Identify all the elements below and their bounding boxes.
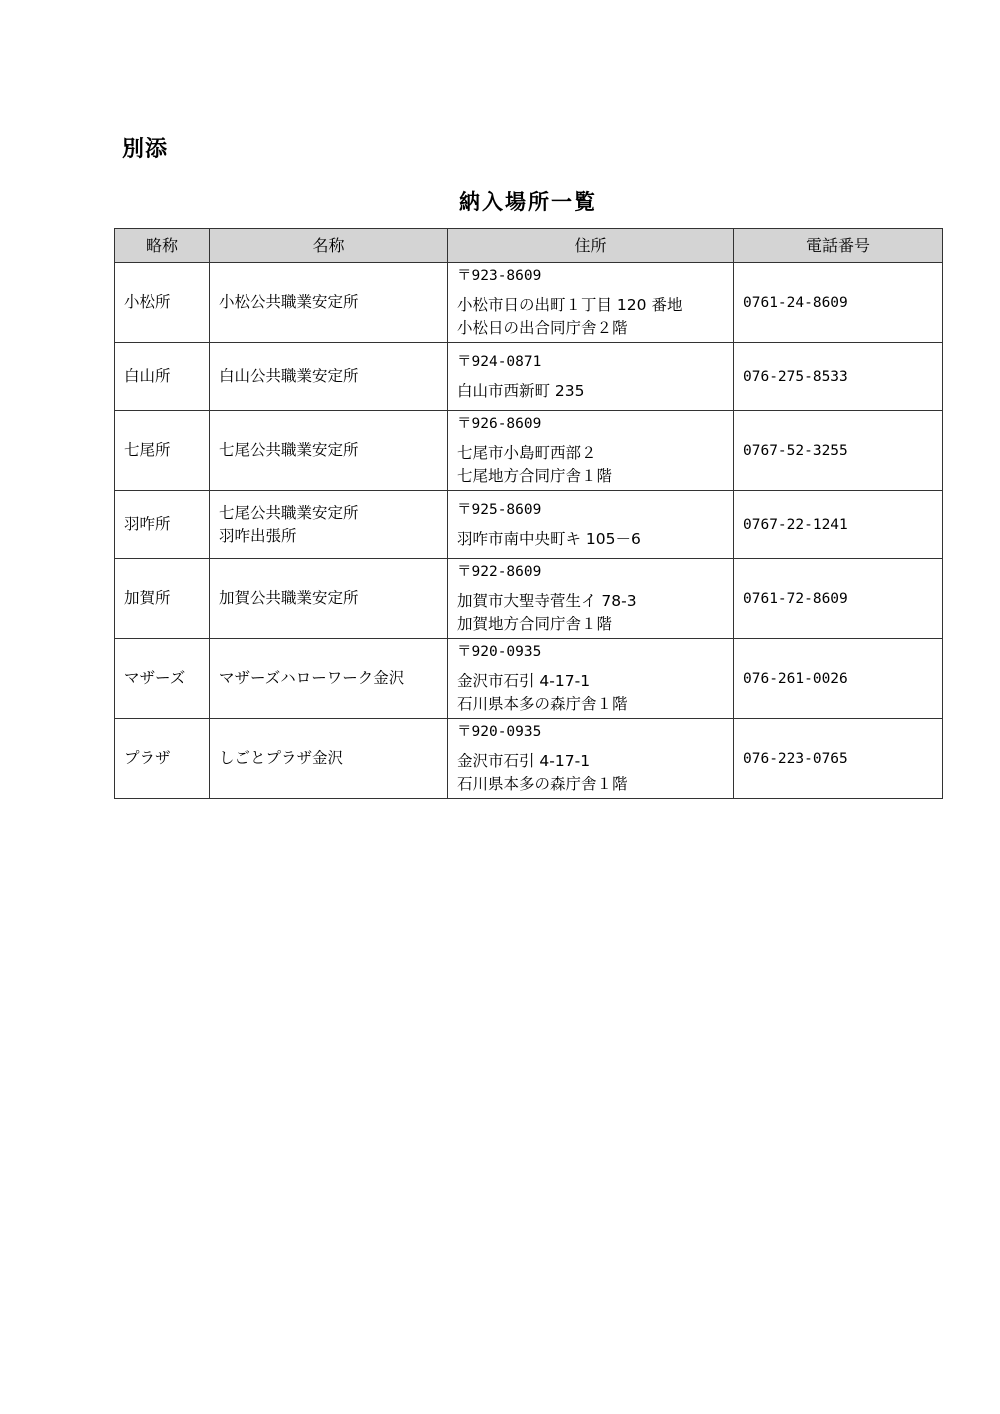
abbr-cell: 加賀所 — [115, 559, 210, 639]
postal-code: 〒926-8609 — [457, 416, 542, 432]
address-cell — [448, 719, 734, 799]
postal-code: 〒923-8609 — [457, 268, 542, 284]
header-abbr: 略称 — [115, 229, 210, 263]
phone-number: 0767-52-3255 — [743, 442, 848, 459]
phone-number: 076-223-0765 — [743, 750, 848, 767]
table-row — [115, 491, 943, 559]
address-line: 加賀地方合同庁舎１階 — [457, 615, 613, 633]
address-line: 羽咋市南中央町キ 105－6 — [457, 529, 641, 548]
table-row — [115, 559, 943, 639]
abbr-cell: 小松所 — [115, 263, 210, 343]
phone-number: 076-261-0026 — [743, 670, 848, 687]
abbr-cell: 七尾所 — [115, 411, 210, 491]
address-line: 七尾市小島町西部２ — [457, 444, 597, 462]
name-line: マザーズハローワーク金沢 — [219, 669, 405, 687]
name-line: 小松公共職業安定所 — [219, 293, 359, 311]
phone-number: 076-275-8533 — [743, 368, 848, 385]
address-line: 石川県本多の森庁舎１階 — [457, 775, 628, 793]
phone-cell — [734, 491, 943, 559]
address-cell — [448, 343, 734, 411]
address-cell — [448, 559, 734, 639]
name-line: 七尾公共職業安定所 — [219, 503, 359, 522]
address-line: 小松市日の出町１丁目 120 番地 — [457, 296, 683, 314]
phone-cell — [734, 343, 943, 411]
phone-number: 0761-24-8609 — [743, 294, 848, 311]
abbr-cell: 羽咋所 — [115, 491, 210, 559]
address-cell — [448, 639, 734, 719]
address-cell — [448, 491, 734, 559]
table-row — [115, 263, 943, 343]
postal-code: 〒925-8609 — [457, 501, 542, 518]
address-cell — [448, 411, 734, 491]
phone-cell — [734, 559, 943, 639]
name-cell — [210, 639, 448, 719]
postal-code: 〒924-0871 — [457, 353, 542, 370]
abbr-cell: プラザ — [115, 719, 210, 799]
phone-cell — [734, 263, 943, 343]
header-phone: 電話番号 — [734, 229, 943, 263]
abbr-cell: 白山所 — [115, 343, 210, 411]
name-line: 白山公共職業安定所 — [219, 367, 359, 385]
name-cell — [210, 411, 448, 491]
header-name: 名称 — [210, 229, 448, 263]
table-row — [115, 639, 943, 719]
name-line: 七尾公共職業安定所 — [219, 441, 359, 459]
name-cell — [210, 559, 448, 639]
name-cell — [210, 343, 448, 411]
table-row — [115, 719, 943, 799]
abbr-cell: マザーズ — [115, 639, 210, 719]
table-header-row — [115, 229, 943, 263]
address-line: 白山市西新町 235 — [457, 381, 585, 400]
address-line: 金沢市石引 4-17-1 — [457, 672, 591, 690]
header-address: 住所 — [448, 229, 734, 263]
postal-code: 〒920-0935 — [457, 724, 542, 740]
phone-cell — [734, 719, 943, 799]
address-line: 金沢市石引 4-17-1 — [457, 752, 591, 770]
address-line: 加賀市大聖寺菅生イ 78-3 — [457, 592, 637, 610]
postal-code: 〒920-0935 — [457, 644, 542, 660]
address-line: 七尾地方合同庁舎１階 — [457, 467, 613, 485]
name-line: 羽咋出張所 — [219, 526, 297, 545]
phone-cell — [734, 639, 943, 719]
table-row — [115, 343, 943, 411]
name-line: 加賀公共職業安定所 — [219, 589, 359, 607]
attachment-label: 別添 — [122, 137, 169, 162]
name-cell — [210, 719, 448, 799]
phone-number: 0767-22-1241 — [743, 516, 848, 533]
document-title: 納入場所一覧 — [459, 190, 597, 214]
phone-cell — [734, 411, 943, 491]
name-cell — [210, 263, 448, 343]
delivery-locations-table — [114, 228, 943, 799]
name-line: しごとプラザ金沢 — [219, 749, 344, 767]
postal-code: 〒922-8609 — [457, 564, 542, 580]
phone-number: 0761-72-8609 — [743, 590, 848, 607]
name-cell — [210, 491, 448, 559]
address-cell — [448, 263, 734, 343]
table-row — [115, 411, 943, 491]
address-line: 小松日の出合同庁舎２階 — [457, 319, 628, 337]
address-line: 石川県本多の森庁舎１階 — [457, 695, 628, 713]
